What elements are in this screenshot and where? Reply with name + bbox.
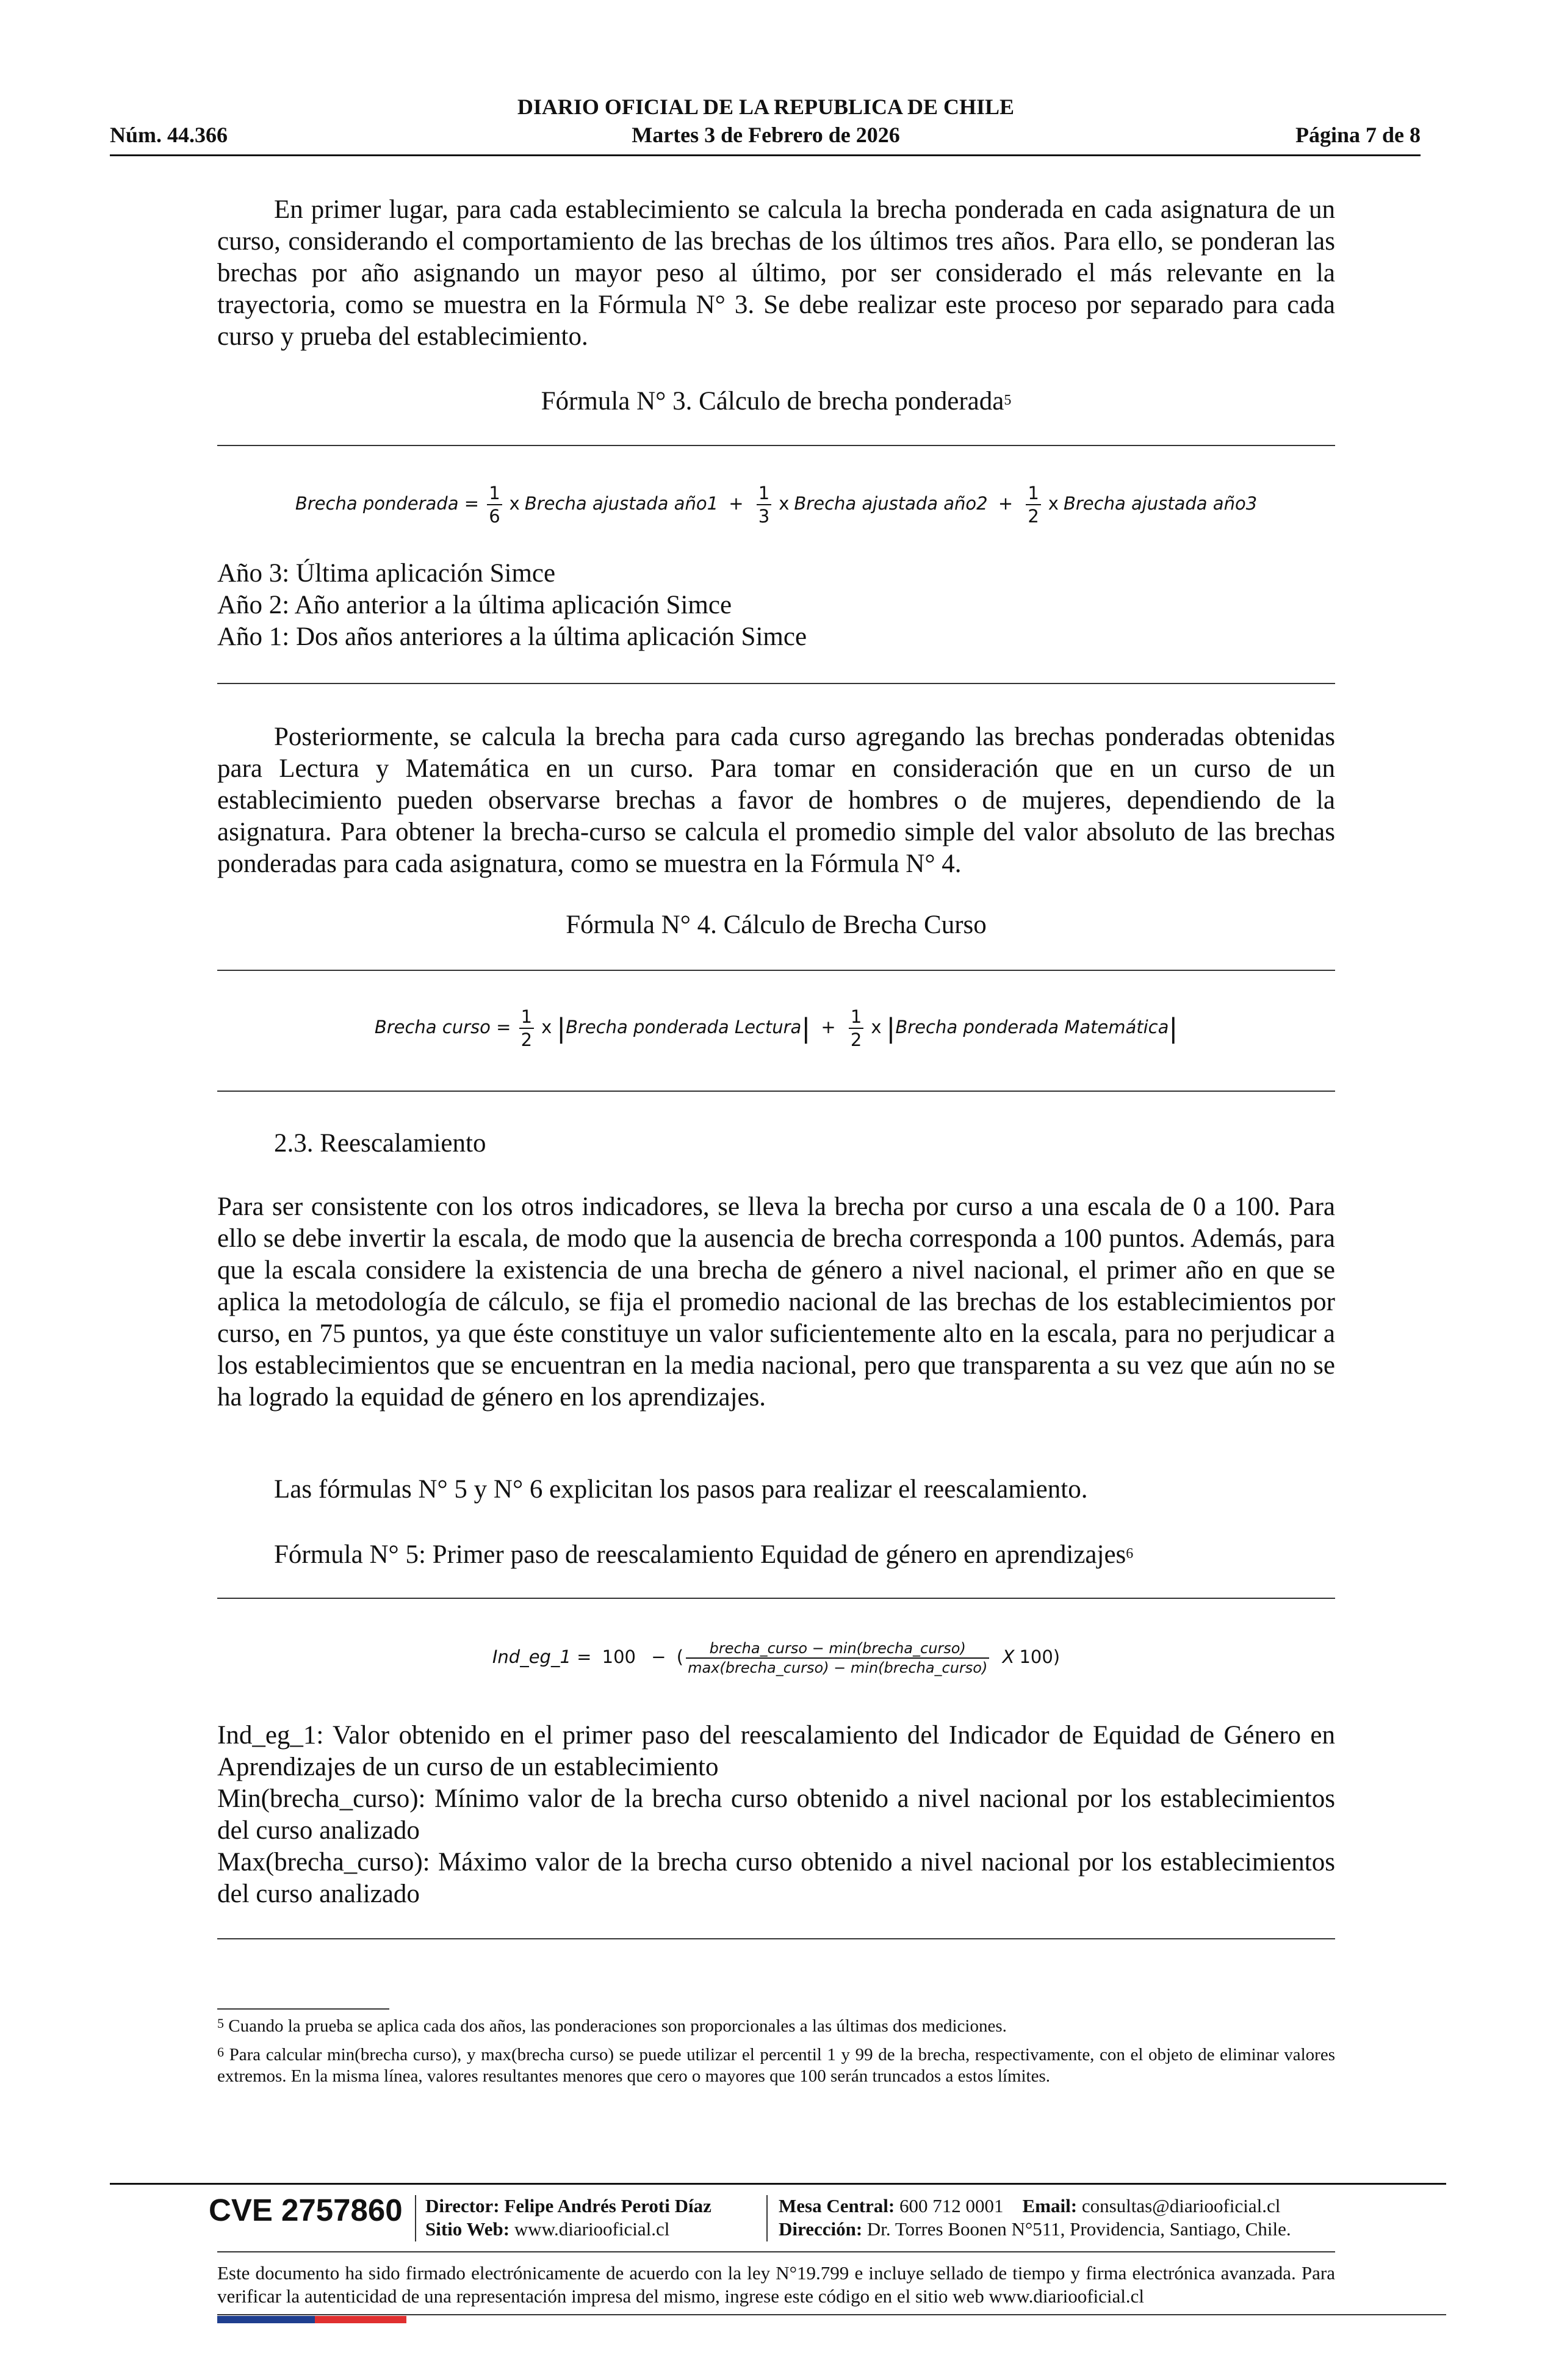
term-year3: Brecha ajustada año3	[1063, 493, 1258, 514]
paragraph-formulas-intro: Las fórmulas N° 5 y N° 6 explicitan los pasos para realizar el reescalamiento.	[274, 1475, 1088, 1504]
formula-rule	[217, 683, 1335, 684]
formula-3-title-text: Fórmula N° 3. Cálculo de brecha ponderada	[541, 387, 1004, 416]
fraction-one-half: $\frac{1}{2}$	[849, 1006, 863, 1051]
term-year2: Brecha ajustada año2	[794, 493, 988, 514]
address: Dr. Torres Boonen N°511, Providencia, Santiago, Chile.	[866, 2218, 1291, 2240]
footer-separator	[766, 2195, 768, 2241]
legal-notice: Este documento ha sido firmado electrónicamente de acuerdo con la ley N°19.799 e incluye sellado de tiempo y firma electrónica avanzada. Para verificar la autenticidad de una representación impresa del mismo, ingrese este código en el sitio web www.diariooficial.cl	[217, 2262, 1335, 2307]
flag-red-segment	[315, 2316, 406, 2323]
page-number: Página 7 de 8	[1295, 123, 1421, 147]
term-matematica: Brecha ponderada Matemática	[895, 1017, 1169, 1037]
term-year1: Brecha ajustada año1	[524, 493, 719, 514]
definition-ind-eg-1: Ind_eg_1: Valor obtenido en el primer paso del reescalamiento del Indicador de Equidad de Género en Aprendizajes de un curso de un establecimiento	[217, 1721, 1335, 1781]
gazette-title: DIARIO OFICIAL DE LA REPUBLICA DE CHILE	[517, 95, 1015, 119]
formula-4-lhs: Brecha curso =	[374, 1017, 511, 1037]
term-lectura: Brecha ponderada Lectura	[566, 1017, 802, 1037]
paragraph-brecha-curso: Posteriormente, se calcula la brecha para cada curso agregando las brechas ponderadas obtenidas para Lectura y Matemática en un curso. Para tomar en consideración que en un curso de un establecimiento pueden observarse brechas a favor de hombres o de mujeres, dependiendo de la asignatura. Para obtener la brecha-curso se calcula el promedio simple del valor absoluto de las brechas ponderadas para cada asignatura, como se muestra en la Fórmula N° 4.	[217, 723, 1335, 878]
footer-separator	[415, 2195, 416, 2241]
fraction-one-sixth: $\frac{1}{6}$	[487, 482, 502, 527]
phone-number: 600 712 0001	[899, 2195, 1004, 2216]
footnote-ref-6: 6	[1126, 1546, 1134, 1562]
formula-5: Ind_eg_1 = 100 − ( $\frac{\text{brecha\_curso − min(brecha\_curso)}}{\text{max(brecha\_curso) − min(brecha\_curso)}}$ X 100)	[492, 1640, 1061, 1676]
fraction-one-third: $\frac{1}{3}$	[757, 482, 771, 527]
formula-3-definitions	[217, 558, 1335, 653]
flag-stripe	[217, 2316, 406, 2323]
footer-director-block: Director: Felipe Andrés Peroti Díaz Sitio Web: www.diariooficial.cl	[425, 2195, 711, 2240]
header-rule	[110, 154, 1421, 156]
formula-5-title	[274, 1538, 1133, 1571]
formula-rule	[217, 1598, 1335, 1599]
footnote-rule	[217, 2008, 389, 2010]
email-link[interactable]: consultas@diariooficial.cl	[1081, 2195, 1281, 2216]
flag-blue-segment	[217, 2316, 315, 2323]
definition-year1: Año 1: Dos años anteriores a la última aplicación Simce	[217, 622, 807, 651]
formula-rule	[217, 1938, 1335, 1939]
normalized-fraction: $\frac{\text{brecha\_curso − min(brecha\_curso)}}{\text{max(brecha\_curso) − min(brecha\_curso)}}$	[686, 1639, 989, 1677]
footer-rule	[110, 2183, 1446, 2185]
formula-rule	[217, 1091, 1335, 1092]
formula-4: Brecha curso = $\frac{1}{2}$ x |Brecha ponderada Lectura| + $\frac{1}{2}$ x |Brecha ponderada Matemática|	[374, 1006, 1178, 1050]
director-name: Felipe Andrés Peroti Díaz	[504, 2195, 711, 2216]
footnote-5: $^5$ Cuando la prueba se aplica cada dos años, las ponderaciones son proporcionales a las últimas dos mediciones.	[217, 2016, 1007, 2036]
section-heading: 2.3. Reescalamiento	[274, 1129, 486, 1158]
formula-5-lhs: Ind_eg_1 =	[492, 1646, 592, 1667]
formula-3-title	[217, 384, 1335, 417]
paragraph-reescalamiento: Para ser consistente con los otros indicadores, se lleva la brecha por curso a una escala de 0 a 100. Para ello se debe invertir la escala, de modo que la ausencia de brecha corresponda a 100 puntos. Además, para que la escala considere la existencia de una brecha de género a nivel nacional, el primer año en que se aplica la metodología de cálculo, se fija el promedio nacional de las brechas de los establecimientos por curso, en 75 puntos, ya que éste constituye un valor suficientemente alto en la escala, para no perjudicar a los establecimientos que se encuentran en la media nacional, pero que transparenta a su vez que aún no se ha logrado la equidad de género en los aprendizajes.	[217, 1192, 1335, 1412]
footer-rule	[217, 2251, 1335, 2252]
formula-rule	[217, 445, 1335, 446]
cve-code: CVE 2757860	[209, 2193, 403, 2227]
fraction-one-half: $\frac{1}{2}$	[1026, 482, 1040, 527]
formula-5-title-text: Fórmula N° 5: Primer paso de reescalamiento Equidad de género en aprendizajes	[274, 1540, 1126, 1569]
footer-rule	[217, 2314, 1446, 2315]
website-link[interactable]: www.diariooficial.cl	[514, 2218, 670, 2240]
definition-min-brecha: Min(brecha_curso): Mínimo valor de la brecha curso obtenido a nivel nacional por los establecimientos del curso analizado	[217, 1784, 1335, 1845]
definition-year2: Año 2: Año anterior a la última aplicación Simce	[217, 591, 732, 619]
footnote-6: $^6$ Para calcular min(brecha curso), y max(brecha curso) se puede utilizar el percentil 1 y 99 de la brecha, respectivamente, con el objeto de eliminar valores extremos. En la misma línea, valores resultantes menores que cero o mayores que 100 serán truncados a estos límites.	[217, 2044, 1335, 2086]
footer-contact-block: Mesa Central: 600 712 0001 Email: consultas@diariooficial.cl Dirección: Dr. Torres Boonen N°511, Providencia, Santiago, Chile.	[779, 2195, 1291, 2240]
issue-date: Martes 3 de Febrero de 2026	[632, 123, 900, 147]
fraction-one-half: $\frac{1}{2}$	[519, 1006, 534, 1051]
formula-3-lhs: Brecha ponderada =	[295, 493, 479, 514]
paragraph-intro: En primer lugar, para cada establecimiento se calcula la brecha ponderada en cada asignatura de un curso, considerando el comportamiento de las brechas de los últimos tres años. Para ello, se ponderan las brechas por año asignando un mayor peso al último, por ser considerado el más relevante en la trayectoria, como se muestra en la Fórmula N° 3. Se debe realizar este proceso por separado para cada curso y prueba del establecimiento.	[217, 195, 1335, 351]
definition-year3: Año 3: Última aplicación Simce	[217, 559, 556, 588]
formula-5-definitions	[217, 1720, 1335, 1910]
formula-4-title: Fórmula N° 4. Cálculo de Brecha Curso	[566, 911, 987, 939]
definition-max-brecha: Max(brecha_curso): Máximo valor de la brecha curso obtenido a nivel nacional por los establecimientos del curso analizado	[217, 1848, 1335, 1908]
formula-3: Brecha ponderada = $\frac{1}{6}$ x Brecha ajustada año1 + $\frac{1}{3}$ x Brecha ajustada año2 + $\frac{1}{2}$ x Brecha ajustada año3	[295, 483, 1258, 527]
formula-rule	[217, 970, 1335, 971]
issue-number: Núm. 44.366	[110, 123, 228, 147]
footnote-ref-5: 5	[1004, 392, 1012, 408]
